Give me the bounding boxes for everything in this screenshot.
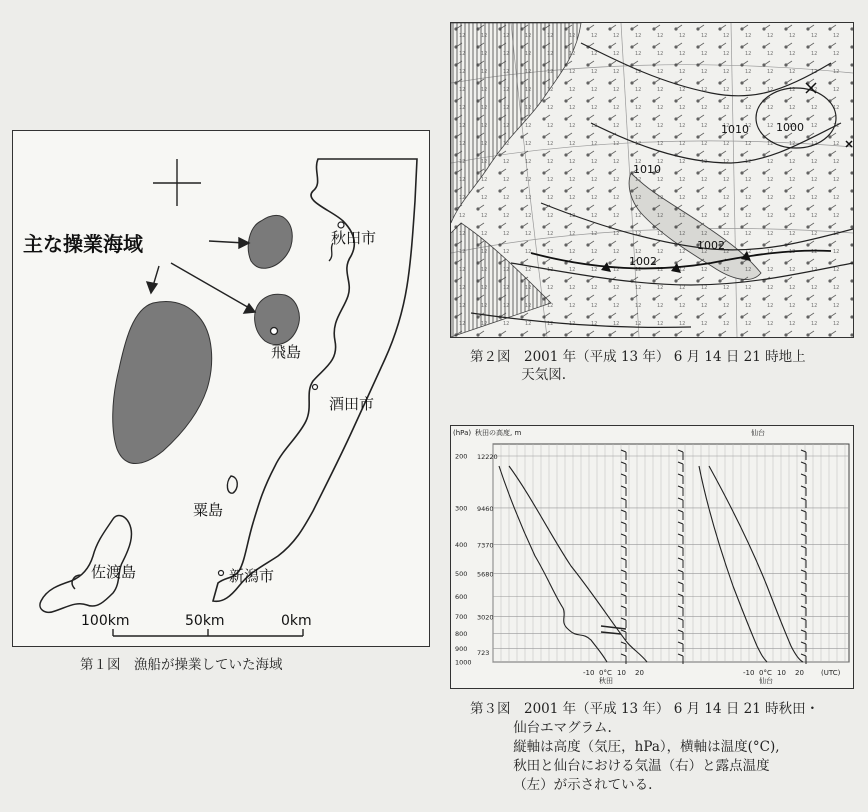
awashima-label: 粟島 <box>193 501 224 519</box>
pressure-tick-label: 500 <box>455 569 468 578</box>
figure-1-caption: 第１図 漁船が操業していた海域 <box>80 657 283 673</box>
wind-barb-flag <box>621 450 626 452</box>
akita-x-tick-2: 0°C <box>599 669 612 677</box>
fishing-area-middle <box>255 294 300 344</box>
pressure-tick-label: 700 <box>455 612 468 621</box>
fishing-area-map <box>13 131 429 646</box>
pressure-tick-label: 800 <box>455 629 468 638</box>
figure-3-caption-line1: 第３図 2001 年（平成 13 年） 6 月 14 日 21 時秋田・ <box>470 701 820 717</box>
akita-x-tick-4: 20 <box>635 669 644 677</box>
wind-barb-flag <box>678 498 683 500</box>
figure-3-caption-line4: 秋田と仙台における気温（右）と露点温度 <box>513 758 770 774</box>
wind-barb-flag <box>678 450 683 452</box>
utc-label: (UTC) <box>821 669 841 677</box>
surface-weather-chart <box>451 23 853 337</box>
figure-3-caption-line3: 縦軸は高度（気圧，hPa），横軸は温度(°C), <box>513 739 780 755</box>
background-text-top-left <box>18 2 430 127</box>
wind-barb-flag <box>678 534 683 536</box>
wind-barb-flag <box>678 630 683 632</box>
figure-3-caption-line5: （左）が示されている. <box>513 777 653 793</box>
pressure-axis-labels <box>455 453 472 667</box>
wind-barb-flag <box>621 534 626 536</box>
figure-3-caption <box>470 700 819 795</box>
pressure-tick-label: 200 <box>455 452 468 461</box>
sounding-profiles <box>499 466 803 662</box>
pressure-tick-label: 900 <box>455 645 468 654</box>
isobar-label-5: 1002 <box>629 255 657 268</box>
wind-barb-flag <box>621 498 626 500</box>
figure-2-caption-line2: 天気図. <box>521 367 567 383</box>
sado-label: 佐渡島 <box>91 563 137 581</box>
wind-barb-flag <box>678 462 683 464</box>
wind-barbs <box>621 450 806 664</box>
sakata-label: 酒田市 <box>329 395 375 413</box>
wind-barb-flag <box>678 606 683 608</box>
height-label: 723 <box>477 649 490 658</box>
height-label: 3020 <box>477 613 494 622</box>
north-arrow-icon <box>153 159 201 206</box>
wind-barb-flag <box>621 510 626 512</box>
figure-2-caption-line1: 第２図 2001 年（平成 13 年） 6 月 14 日 21 時地上 <box>470 349 806 365</box>
scale-label-50: 50km <box>185 613 225 629</box>
fishing-area-north <box>248 215 292 268</box>
wind-barb-flag <box>621 570 626 572</box>
pressure-tick-label: 1000 <box>455 658 472 667</box>
height-label: 9460 <box>477 504 494 513</box>
wind-barb-flag <box>621 606 626 608</box>
isobar-label-1: 1010 <box>721 123 749 136</box>
akita-label: 秋田市 <box>331 229 377 247</box>
sendai-x-tick-1: -10 <box>743 669 755 677</box>
sendai-x-tick-4: 20 <box>795 669 804 677</box>
awashima-island <box>227 476 237 493</box>
main-fishing-area-large <box>113 302 212 464</box>
emagram-chart <box>451 426 853 688</box>
wind-barb-flag <box>678 510 683 512</box>
akita-x-tick-3: 10 <box>617 669 626 677</box>
sendai-station-name: 仙台 <box>759 677 773 685</box>
wind-barb-flag <box>678 582 683 584</box>
wind-barb-flag <box>621 486 626 488</box>
wind-barb-flag <box>621 582 626 584</box>
akita-dewpoint-curve <box>499 466 607 662</box>
akita-station-name: 秋田 <box>599 677 613 685</box>
wind-barb-flag <box>621 474 626 476</box>
akita-x-tick-1: -10 <box>583 669 595 677</box>
honshu-coastline <box>213 159 417 601</box>
isobar-label-2: 1010 <box>633 163 661 176</box>
unit-hpa-label: (hPa) <box>453 429 472 437</box>
akita-height-title: 秋田の高度, m <box>475 429 522 437</box>
wind-barb-flag <box>621 546 626 548</box>
scale-label-0: 0km <box>281 613 312 629</box>
niigata-label: 新潟市 <box>229 567 275 585</box>
figure-3-caption-line2: 仙台エマグラム. <box>513 720 612 736</box>
isobar-label-4: 1002 <box>697 239 725 252</box>
wind-barb-flag <box>678 546 683 548</box>
wind-barb-flag <box>621 594 626 596</box>
sendai-x-tick-2: 0°C <box>759 669 772 677</box>
wind-barb-flag <box>678 642 683 644</box>
wind-barb-flag <box>621 642 626 644</box>
emagram-grid <box>493 444 849 662</box>
pressure-tick-label: 300 <box>455 504 468 513</box>
figure-1-map <box>12 130 430 647</box>
wind-barb-flag <box>621 462 626 464</box>
wind-barb-flag <box>621 654 626 656</box>
wind-barb-flag <box>621 630 626 632</box>
tobishima-island <box>271 328 278 335</box>
height-labels <box>477 453 498 657</box>
figure-2-caption <box>470 348 806 384</box>
scale-label-100: 100km <box>81 613 130 629</box>
tobishima-label: 飛島 <box>271 343 302 361</box>
wind-barb-flag <box>621 618 626 620</box>
wind-barb-flag <box>678 522 683 524</box>
pressure-tick-label: 600 <box>455 593 468 602</box>
wind-barb-flag <box>621 558 626 560</box>
isobar-label-3: 1000 <box>776 121 804 134</box>
pressure-tick-label: 400 <box>455 541 468 550</box>
main-area-label: 主な操業海域 <box>23 232 143 256</box>
height-label: 7370 <box>477 541 494 550</box>
wind-barb-flag <box>678 486 683 488</box>
station-plots <box>451 23 853 337</box>
wind-barb-flag <box>678 594 683 596</box>
wind-barb-flag <box>678 570 683 572</box>
height-label: 5680 <box>477 570 494 579</box>
figure-2-weather-map <box>450 22 854 338</box>
sendai-x-tick-3: 10 <box>777 669 786 677</box>
wind-barb-flag <box>678 618 683 620</box>
sendai-title: 仙台 <box>751 429 765 437</box>
figure-3-emagram <box>450 425 854 689</box>
height-label: 12220 <box>477 453 498 461</box>
wind-barb-flag <box>621 522 626 524</box>
wind-barb-flag <box>678 558 683 560</box>
wind-barb-flag <box>678 654 683 656</box>
scale-bar <box>113 629 303 636</box>
wind-barb-flag <box>678 474 683 476</box>
